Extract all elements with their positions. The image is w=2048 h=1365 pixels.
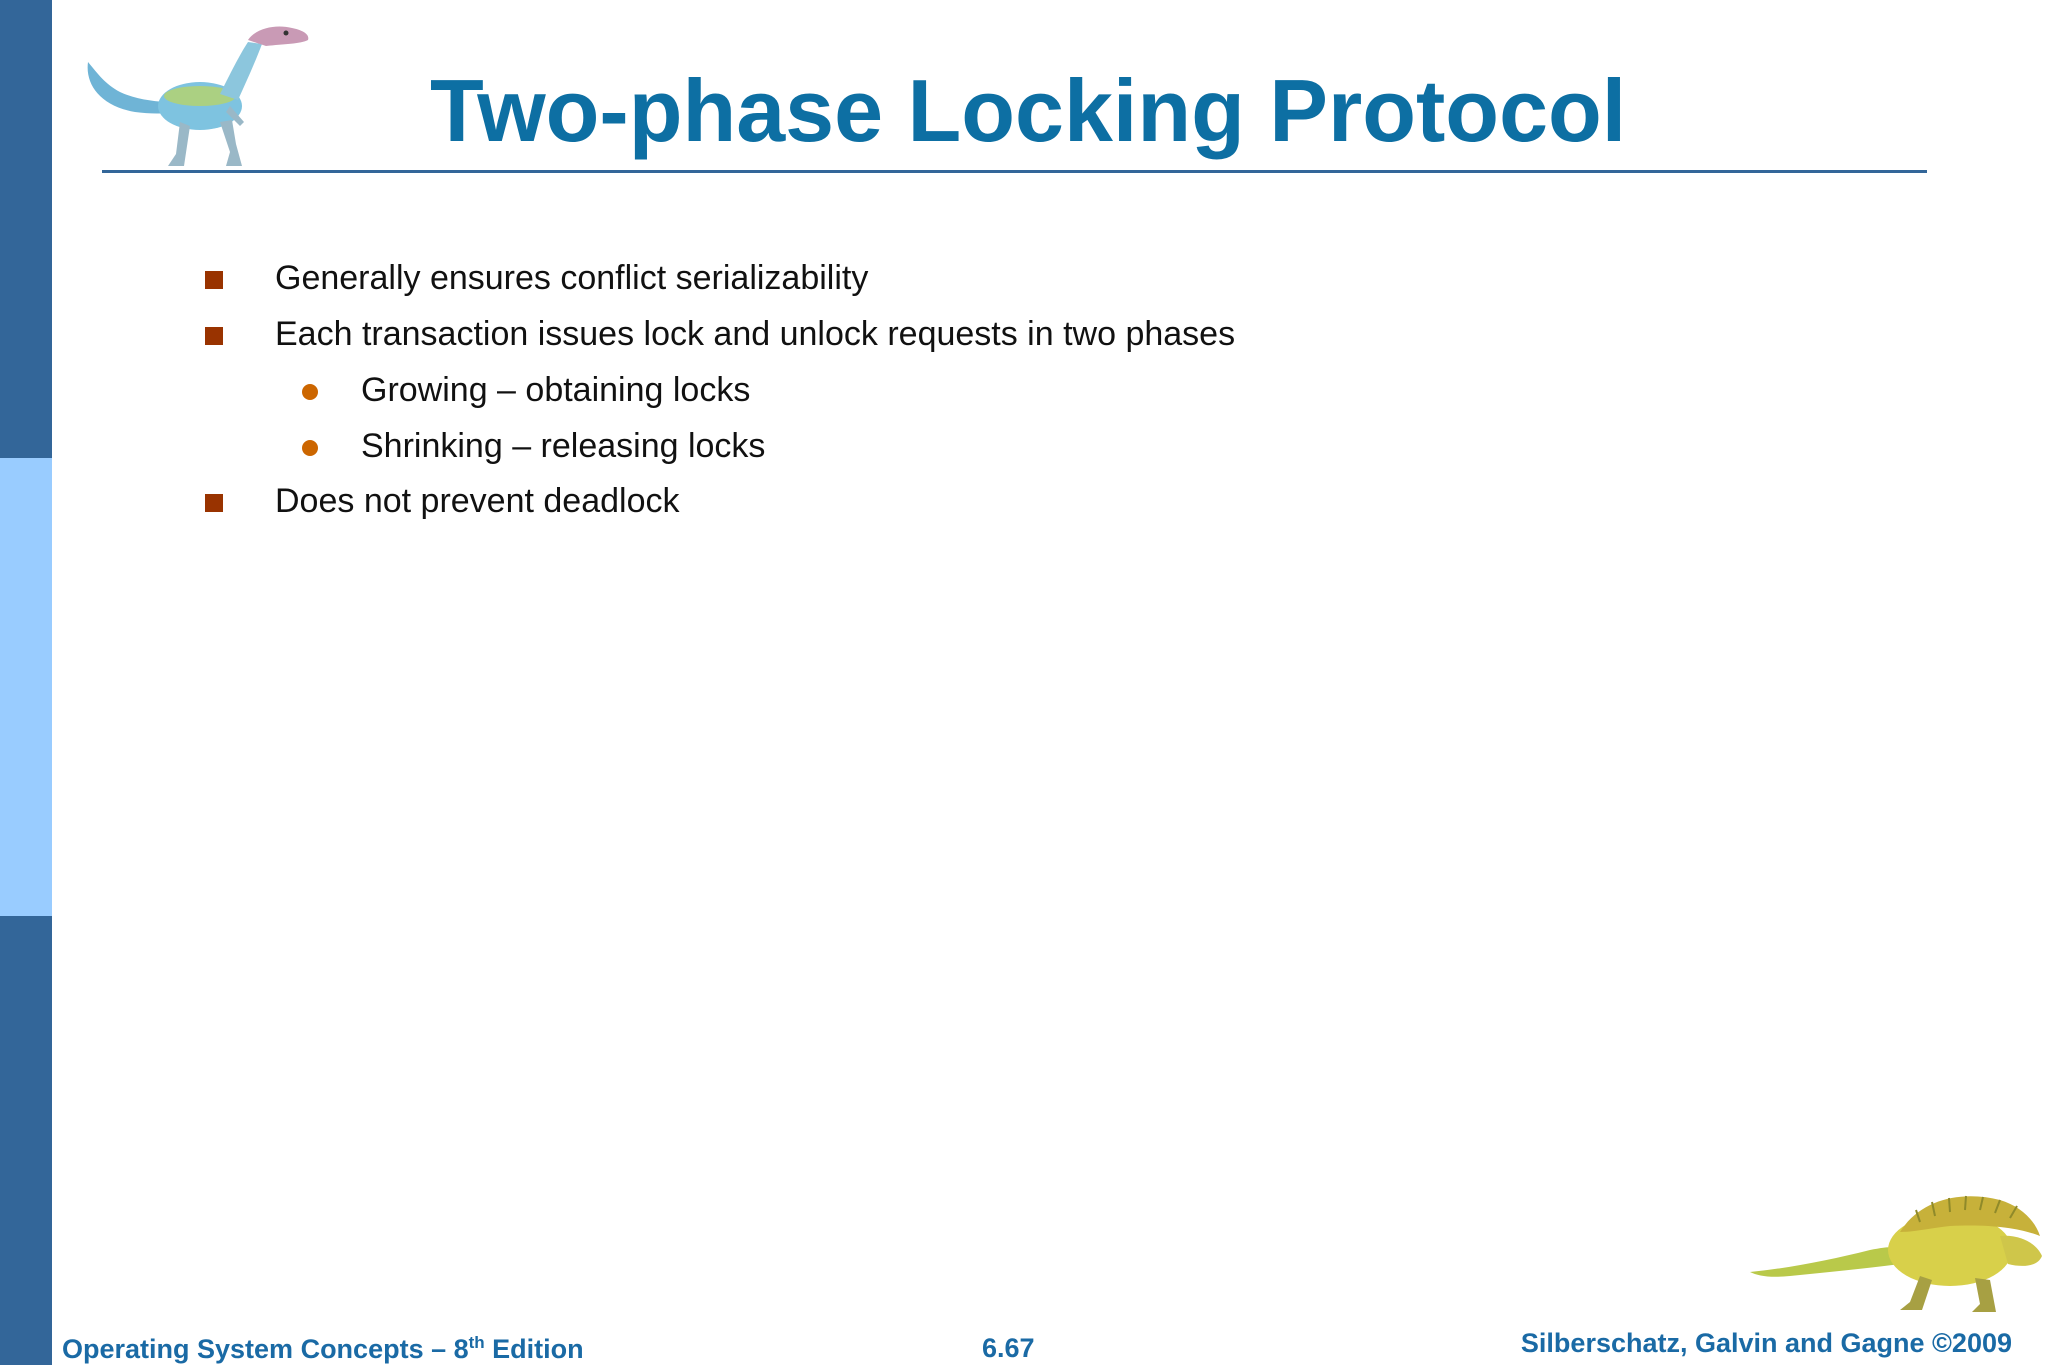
sidebar-band-bottom: [0, 916, 52, 1365]
sidebar-band-top: [0, 0, 52, 458]
sub-bullet-item: Growing – obtaining locks: [361, 371, 751, 409]
dot-bullet-icon: [302, 384, 318, 400]
footer-book-title: Operating System Concepts – 8th Edition: [62, 1333, 584, 1364]
sub-bullet-item: Shrinking – releasing locks: [361, 427, 766, 465]
slide-title: Two-phase Locking Protocol: [430, 61, 1627, 160]
square-bullet-icon: [205, 271, 223, 289]
bullet-item: Generally ensures conflict serializability: [275, 259, 869, 297]
dinosaur-top-icon: [80, 14, 315, 169]
footer-copyright: Silberschatz, Galvin and Gagne ©2009: [1520, 1328, 2012, 1358]
title-divider: [102, 170, 1927, 173]
footer-page-number: 6.67: [982, 1333, 1035, 1363]
dinosaur-bottom-icon: [1750, 1180, 2045, 1315]
sidebar-band-middle: [0, 458, 52, 916]
square-bullet-icon: [205, 327, 223, 345]
square-bullet-icon: [205, 494, 223, 512]
dot-bullet-icon: [302, 440, 318, 456]
bullet-item: Each transaction issues lock and unlock requests in two phases: [275, 315, 1236, 353]
left-sidebar: [0, 0, 52, 1365]
bullet-item: Does not prevent deadlock: [275, 482, 680, 520]
